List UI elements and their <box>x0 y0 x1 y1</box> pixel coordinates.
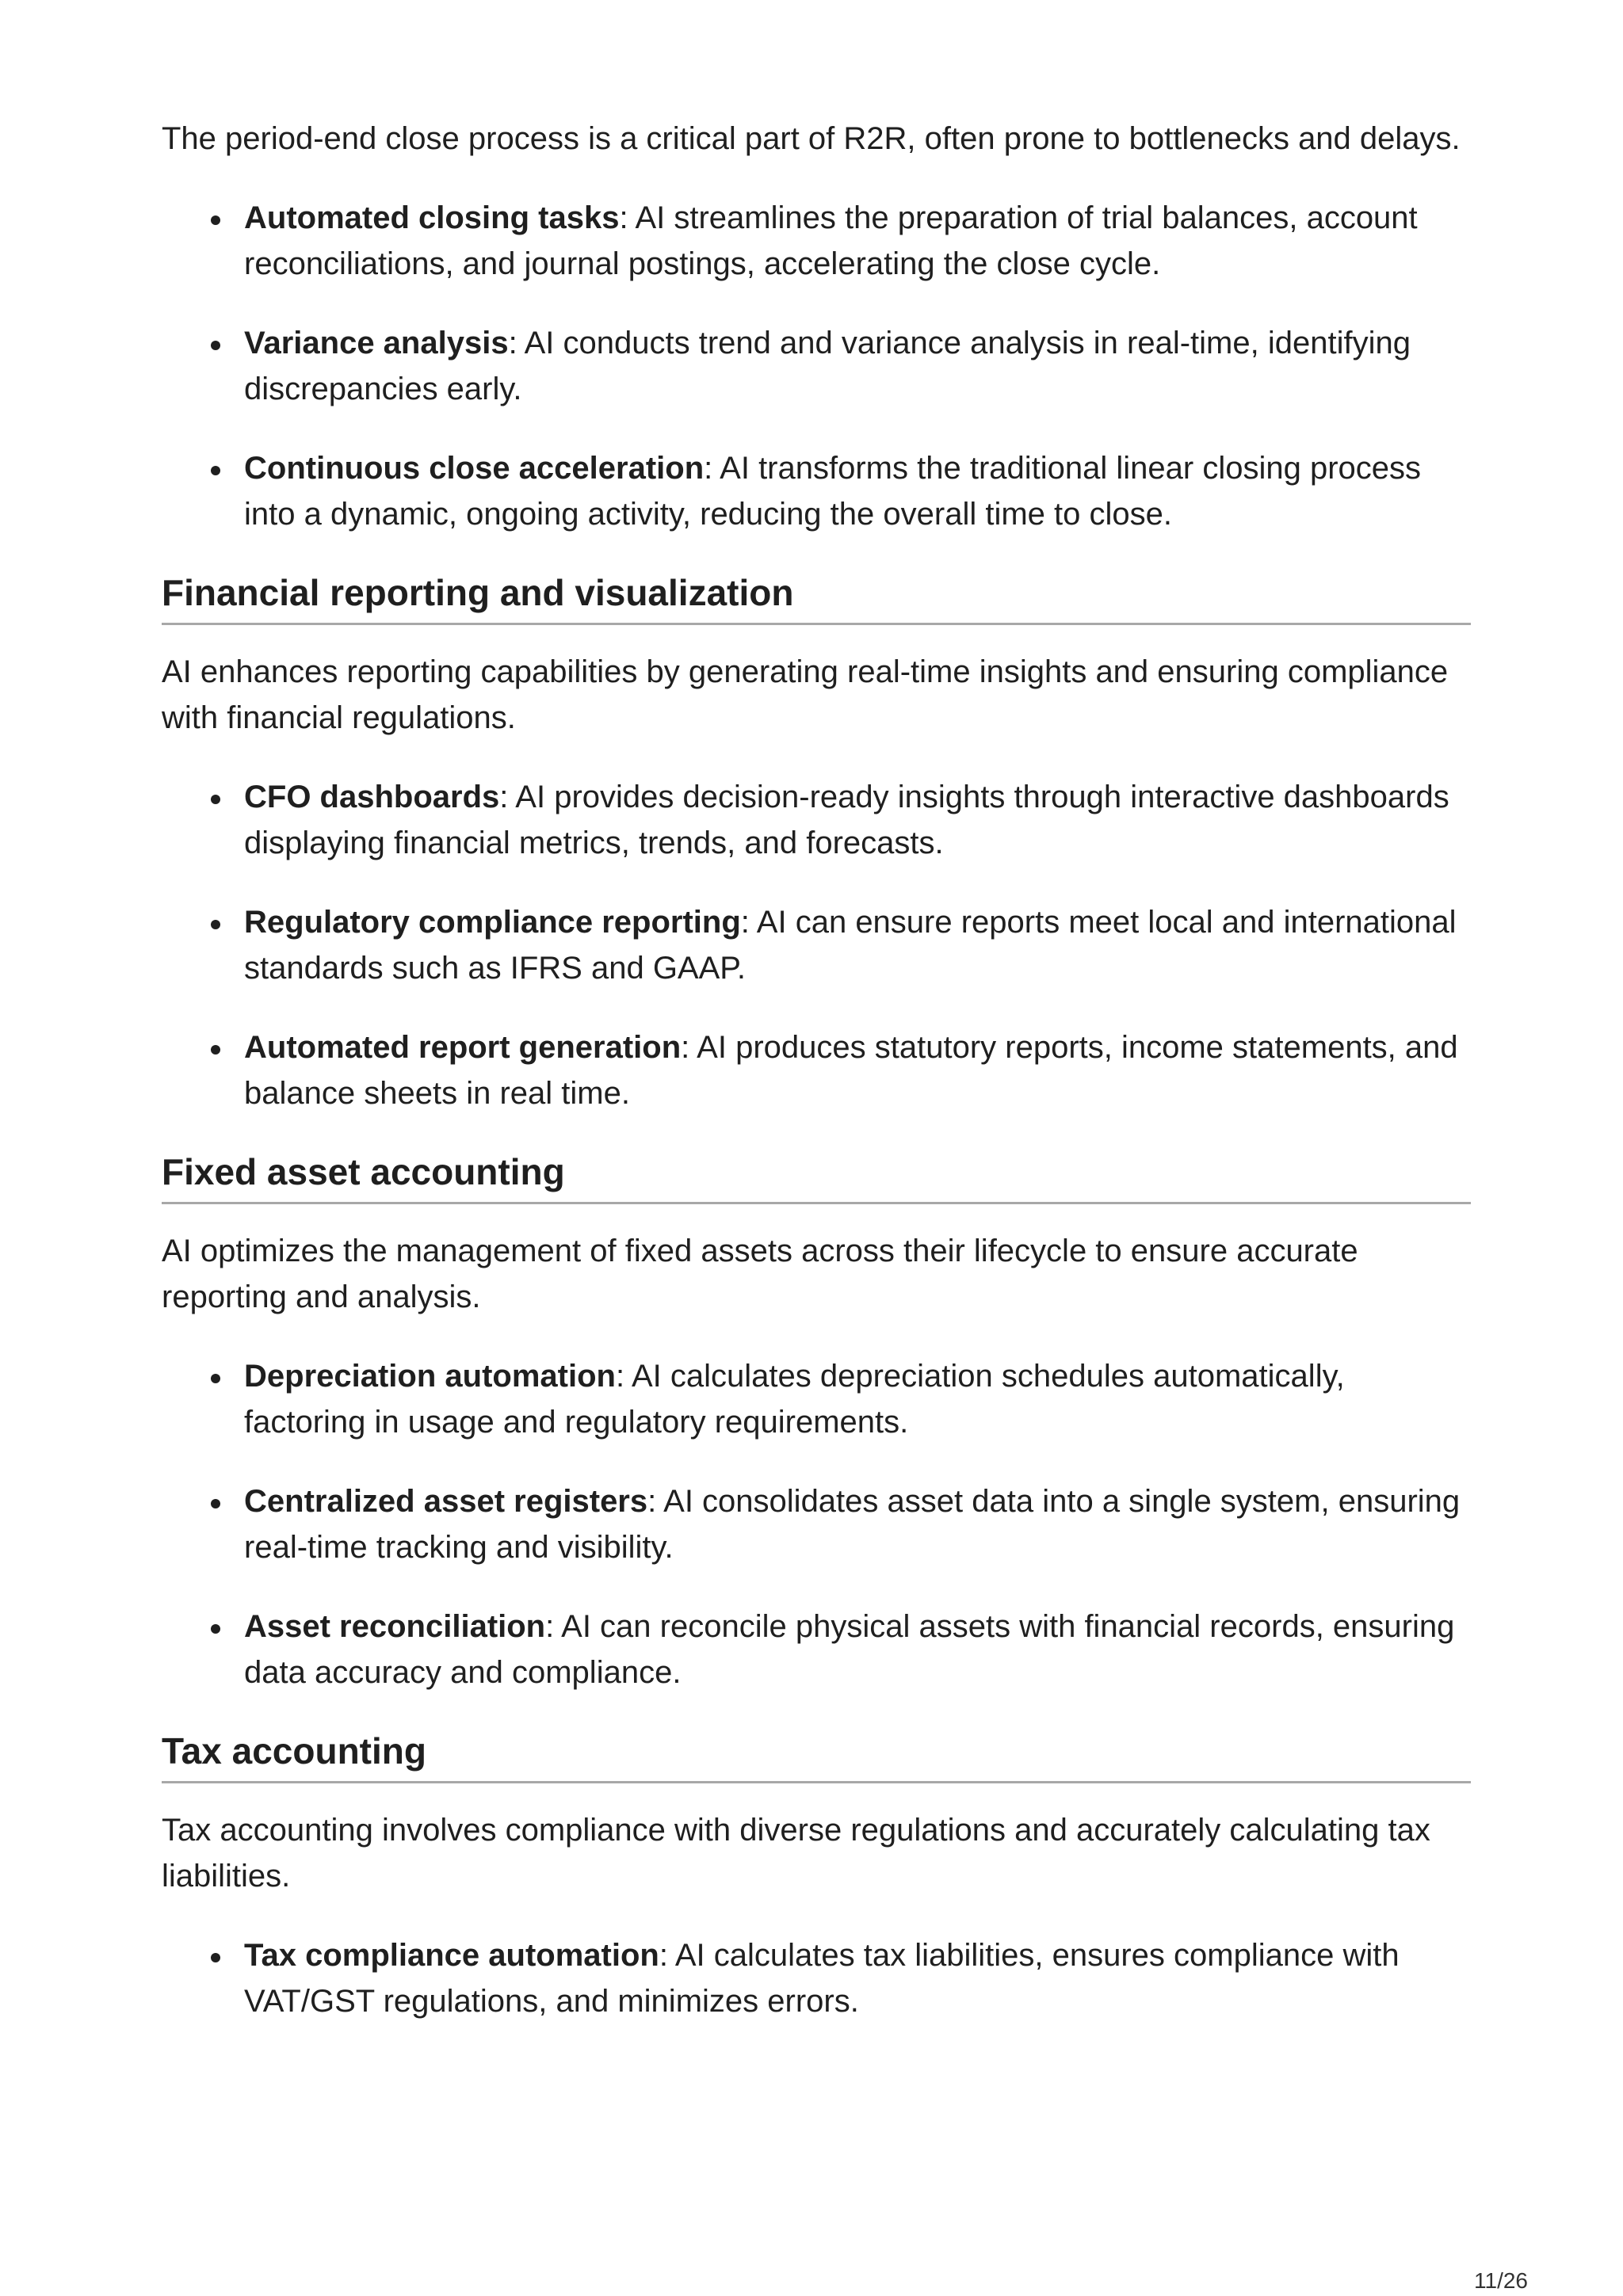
item-term: Tax compliance automation <box>244 1938 659 1973</box>
list-item <box>162 1353 1471 1445</box>
list-item <box>162 320 1471 412</box>
list-item <box>162 195 1471 287</box>
section-heading-financial-reporting: Financial reporting and visualization <box>162 570 1471 625</box>
list-item <box>162 1024 1471 1116</box>
item-description: : AI can ensure reports meet local and international standards such as IFRS and GAAP. <box>244 905 1457 986</box>
item-term: Automated closing tasks <box>244 200 620 235</box>
list-item <box>162 1478 1471 1570</box>
list-item <box>162 899 1471 991</box>
item-description: : AI produces statutory reports, income statements, and balance sheets in real time. <box>244 1030 1458 1111</box>
item-description: : AI provides decision-ready insights through interactive dashboards displaying financial metrics, trends, and forecasts. <box>244 780 1449 860</box>
item-term: CFO dashboards <box>244 780 500 814</box>
section-list <box>162 1353 1471 1695</box>
bullet-icon <box>211 1045 220 1055</box>
list-item <box>162 445 1471 537</box>
intro-list <box>162 195 1471 537</box>
document-page <box>162 116 1471 2058</box>
section-list <box>162 1932 1471 2024</box>
item-term: Regulatory compliance reporting <box>244 905 741 940</box>
bullet-icon <box>211 341 220 350</box>
list-item <box>162 1932 1471 2024</box>
bullet-icon <box>211 1624 220 1634</box>
item-term: Continuous close acceleration <box>244 451 705 486</box>
item-description: : AI calculates tax liabilities, ensures compliance with VAT/GST regulations, and minimizes errors. <box>244 1938 1400 2019</box>
item-term: Depreciation automation <box>244 1359 616 1394</box>
bullet-icon <box>211 1374 220 1383</box>
list-item <box>162 1604 1471 1695</box>
item-term: Asset reconciliation <box>244 1609 546 1644</box>
bullet-icon <box>211 920 220 929</box>
section-paragraph: Tax accounting involves compliance with diverse regulations and accurately calculating tax liabilities. <box>162 1813 1430 1894</box>
list-item <box>162 774 1471 866</box>
item-description: : AI conducts trend and variance analysis in real-time, identifying discrepancies early. <box>244 326 1411 406</box>
item-term: Centralized asset registers <box>244 1484 648 1519</box>
item-term: Automated report generation <box>244 1030 682 1065</box>
bullet-icon <box>211 795 220 804</box>
page-number: 11/26 <box>1474 2268 1528 2293</box>
bullet-icon <box>211 1953 220 1962</box>
bullet-icon <box>211 1499 220 1508</box>
section-heading-tax-accounting: Tax accounting <box>162 1729 1471 1783</box>
section-list <box>162 774 1471 1116</box>
bullet-icon <box>211 466 220 475</box>
intro-paragraph: The period-end close process is a critical part of R2R, often prone to bottlenecks and delays. <box>162 121 1461 156</box>
item-description: : AI consolidates asset data into a single system, ensuring real-time tracking and visibility. <box>244 1484 1461 1565</box>
item-description: : AI streamlines the preparation of trial balances, account reconciliations, and journal postings, accelerating the close cycle. <box>244 200 1418 281</box>
item-description: : AI transforms the traditional linear closing process into a dynamic, ongoing activity, reducing the overall time to close. <box>244 451 1422 532</box>
bullet-icon <box>211 215 220 225</box>
item-description: : AI calculates depreciation schedules automatically, factoring in usage and regulatory requirements. <box>244 1359 1345 1440</box>
section-paragraph: AI optimizes the management of fixed assets across their lifecycle to ensure accurate reporting and analysis. <box>162 1234 1358 1314</box>
item-term: Variance analysis <box>244 326 509 360</box>
section-heading-fixed-asset: Fixed asset accounting <box>162 1150 1471 1204</box>
item-description: : AI can reconcile physical assets with financial records, ensuring data accuracy and compliance. <box>244 1609 1455 1690</box>
section-paragraph: AI enhances reporting capabilities by generating real-time insights and ensuring compliance with financial regulations. <box>162 654 1449 735</box>
